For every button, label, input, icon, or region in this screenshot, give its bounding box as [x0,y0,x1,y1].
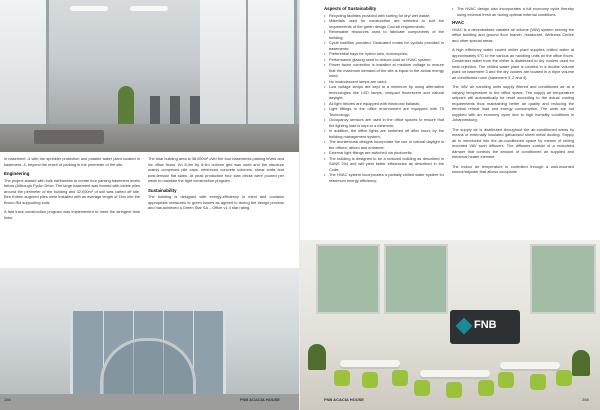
right-footer [582,397,589,403]
plant [308,344,326,370]
right-column-2 [452,6,574,179]
continued-list [452,6,574,17]
chair [446,382,462,398]
list-item: • Low voltage lamps are kept to a minimum by using alternative technologies like LED lamps, compact fluorescent and natural daylight; [324,84,444,101]
left-footer-title [240,397,280,403]
window-panel [200,0,249,130]
list-item: • Renewable resources used to fabricate components of the building; [324,29,444,40]
section-heading: Engineering [4,171,30,176]
list-item: • In addition, the office lights are switched off after hours by the building management system; [324,128,444,139]
fnb-logo-icon [456,318,473,335]
chair [478,380,494,396]
entrance-photo [0,268,300,410]
paragraph: The project started with bulk earthworks to create four parking basement levels below (Although Fyckn Drive. The large basement was formed with lobbie piles around the perimeter of the building and 32,000m³ of soil was carted off site. Ben Kriben augured piles were installed with an average length of 16m into the Bruno Rid supporting soils. [4,177,140,205]
list-item: • Materials used for construction are selected to suit the requirements of the green design Council requirements; [324,18,444,29]
page-number: 288 [582,397,589,402]
list-item: • The HVAC design also incorporates a full economy cycle thereby using external fresh air during optimal external conditions. [452,6,574,17]
left-footer [4,397,11,403]
list-item: • Light fittings in the office environment are equipped with T5 Technology; [324,106,444,117]
window-panel [316,244,380,314]
paragraph: A high efficiency water cooled chiller plant supplies chilled water at approximately 6°C to the various air handling units on the office floors. Condenser water from the chiller is distributed to dry coolers used for heat rejection. The chilled water plant is located in a double volume plant on basement 3 and the dry coolers are located in a triple volume air conditioned room (basement 3, 2 and 4). [452,47,574,80]
paragraph: A fast track construction program was implemented to meet the stringent time lines. [4,209,140,220]
section-heading: Aspects of Sustainability [324,6,377,11]
paragraph: The VAV air handling units supply filtered and conditioned air at a varying temperature to the office space. The supply air temperature setpoint will automatically be reset according to the actual cooling requirements thus maintaining better air quality and reducing the terminal reheat load and energy consumption. The units are not supplied with an economy cycle due to high humidity conditions in Johannesburg. [452,84,574,122]
publication-title: FNB ACACIA HOUSE [324,397,364,402]
chair [334,370,350,386]
paragraph: in basement -4 with the sprinkler protection and potable water plant located in basement -4, beyond the reach of parking to the perimeter of the site. [4,156,140,167]
list-item: • The architectural designs incorporate the use of natural daylight in the offices, atrium and entrance; [324,139,444,150]
chair [556,370,572,386]
page-number: 286 [4,397,11,402]
list-item: • Cycle facilities provided. Dedicated routes for cyclists provided in basements; [324,40,444,51]
section-heading: HVAC [452,20,465,25]
list-item: • Performance glazing used to reduce load on HVAC system; [324,57,444,63]
left-column-1 [4,156,140,224]
publication-title: FNB ACACIA HOUSE [240,397,280,402]
lobby-photo [0,0,300,152]
chair [362,372,378,388]
fnb-sign [450,310,520,344]
chair [530,374,546,390]
list-item: • Power factor correction is installed at medium voltage to ensure that the maximum demand of the site is equal to the actual energy used; [324,62,444,79]
chair [392,370,408,386]
right-footer-title [324,397,364,403]
list-item: • The building is designed to be a reduced building as described in SANS 204 and will yield better efficiencies as described in the Code; [324,156,444,173]
list-item: • Preferential bays for hybrid cars, motorcycles; [324,51,444,57]
office-cafe-photo [300,240,600,410]
window-panel [384,244,448,314]
cafe-table [340,360,400,367]
list-item: • All light fixtures are equipped with electronic ballasts; [324,101,444,107]
cafe-table [420,370,490,377]
window-panel [248,0,297,130]
ceiling-light [130,6,168,11]
plant [572,350,590,376]
left-column-2 [148,156,284,215]
window-panel [530,244,596,314]
paragraph: The supply air is distributed throughout the air-conditioned areas by means of externally insulated galvanised sheet metal ducting. Supply air is introduced into the air-conditioned space by means of ceiling mounted VAV swirl diffusers. The diffusers consist of a motorised damper that controls the amount of conditioned air supplied and electrical heater element. [452,126,574,159]
right-page [300,0,600,410]
sign-text: FNB [474,319,497,331]
chair [498,372,514,388]
right-column-1 [324,6,444,186]
paragraph: The total building area is 38,000m² over the four basements parking levels and six office floors. An 8,4m by 8,4m column grid was used and the structure mainly comprised pile caps, reinforced concrete columns, shear walls and post-tension flat slabs. At peak production four slab decks were poured per week to maintain the tight construction program. [148,156,284,183]
sustainability-list [324,13,444,184]
ceiling-light [70,6,108,11]
list-item: • The HVAC system incorporates a partially chilled water system for maximum energy efficiency; [324,172,444,183]
paragraph: HVAC is a decentralised variable air volume (VAV) system serving the office building and ground floor branch, restaurant, Wellness Centre and other special areas. [452,26,574,43]
paragraph: The building is designed with energy-efficiency in mind and contains appropriate measures to green issues as agreed to during the design process and has achieved a Green Star SA – Office v1 4 star rating. [148,194,284,210]
list-item: • No incandescent lamps are used; [324,79,444,85]
list-item: • Occupancy sensors are used in the office spaces to ensure that the lighting load is kept to a minimum; [324,117,444,128]
section-heading: Sustainability [148,187,177,193]
list-item: • External light fittings are switched via photocells; [324,150,444,156]
window-panel [0,0,49,130]
cafe-table [500,362,560,369]
chair [414,380,430,396]
bench [34,130,104,144]
list-item: • Recycling facilities provided with sorting for dry/ wet waste; [324,13,444,19]
paragraph: The indoor air temperature is controlled through a wall-mounted sensor/adjuster that allows occupants [452,163,574,174]
